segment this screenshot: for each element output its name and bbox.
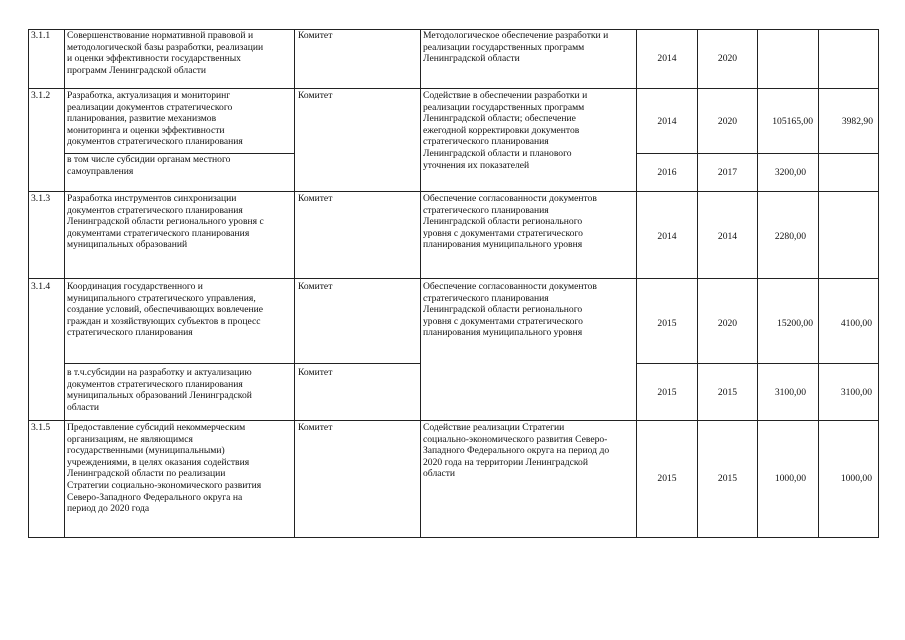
row-divider <box>28 278 878 279</box>
start-year: 2014 <box>657 116 677 127</box>
column-divider <box>636 29 637 538</box>
measure-description: Разработка, актуализация и мониторинг реализации документов стратегического планирования, развитие механизмов мониторинга и оценки эффективности документов стратегического планирования <box>67 90 243 148</box>
row-number: 3.1.3 <box>31 193 51 204</box>
total-amount: 105165,00 <box>772 116 813 127</box>
row-divider <box>28 420 878 421</box>
executor: Комитет <box>298 367 333 378</box>
total-amount: 3100,00 <box>774 387 806 398</box>
table-border-bottom <box>28 537 878 538</box>
measure-description: Разработка инструментов синхронизации документов стратегического планирования Ленинградской области регионального уровня с документами стратегического планирования муниципальных образований <box>67 193 264 251</box>
column-divider <box>64 29 65 538</box>
current-year-amount: 1000,00 <box>840 473 872 484</box>
expected-result: Обеспечение согласованности документов стратегического планирования Ленинградской области регионального уровня с документами стратегического планирования муниципального уровня <box>423 193 597 251</box>
end-year: 2020 <box>717 53 738 64</box>
current-year-amount: 3982,90 <box>841 116 873 127</box>
column-divider <box>818 29 819 538</box>
executor: Комитет <box>298 281 333 292</box>
column-divider <box>294 29 295 538</box>
end-year: 2015 <box>717 387 738 398</box>
row-number: 3.1.4 <box>31 281 51 292</box>
start-year: 2015 <box>657 318 677 329</box>
row-number: 3.1.1 <box>31 30 51 41</box>
measure-description: Предоставление субсидий некоммерческим организациям, не являющимся государственными (муниципальными) учреждениями, в целях оказания содействия Ленинградской области по реализации Стратегии социально-экономического развития Северо-Западного Федерального округа на период до 2020 года <box>67 422 262 515</box>
measure-description: Координация государственного и муниципального стратегического управления, создание условий, обеспечивающих вовлечение граждан и хозяйствующих субъектов в процесс стратегического планирования <box>67 281 264 339</box>
start-year: 2015 <box>657 387 677 398</box>
column-divider <box>757 29 758 538</box>
row-divider <box>28 191 878 192</box>
measure-description: Совершенствование нормативной правовой и методологической базы разработки, реализации и оценки эффективности государственных программ Ленинградской области <box>67 30 264 76</box>
sub-row-divider <box>64 363 420 364</box>
start-year: 2016 <box>657 167 677 178</box>
table-border-right <box>878 29 879 538</box>
row-number: 3.1.2 <box>31 90 51 101</box>
total-amount: 1000,00 <box>774 473 806 484</box>
start-year: 2015 <box>657 473 677 484</box>
start-year: 2014 <box>657 231 677 242</box>
total-amount: 15200,00 <box>777 318 813 329</box>
row-number: 3.1.5 <box>31 422 51 433</box>
end-year: 2014 <box>717 231 738 242</box>
sub-measure-description: в т.ч.субсидии на разработку и актуализацию документов стратегического планирования муниципальных образований Ленинградской области <box>67 367 252 413</box>
end-year: 2020 <box>717 318 738 329</box>
end-year: 2017 <box>717 167 738 178</box>
current-year-amount: 3100,00 <box>840 387 872 398</box>
end-year: 2015 <box>717 473 738 484</box>
current-year-amount: 4100,00 <box>840 318 872 329</box>
column-divider <box>420 29 421 538</box>
table-border-left <box>28 29 29 538</box>
expected-result: Содействие реализации Стратегии социально-экономического развития Северо- Западного Федерального округа на период до 2020 года на территории Ленинградской области <box>423 422 610 480</box>
total-amount: 2280,00 <box>774 231 806 242</box>
column-divider <box>697 29 698 538</box>
total-amount: 3200,00 <box>774 167 806 178</box>
start-year: 2014 <box>657 53 677 64</box>
sub-measure-description: в том числе субсидии органам местного самоуправления <box>67 154 231 177</box>
executor: Комитет <box>298 422 333 433</box>
executor: Комитет <box>298 90 333 101</box>
end-year: 2020 <box>717 116 738 127</box>
executor: Комитет <box>298 193 333 204</box>
executor: Комитет <box>298 30 333 41</box>
expected-result: Содействие в обеспечении разработки и реализации государственных программ Ленинградской области; обеспечение ежегодной корректировки документов стратегического планирования Ленинградской области и планового уточнения их показателей <box>423 90 588 171</box>
expected-result: Методологическое обеспечение разработки и реализации государственных программ Ленинградской области <box>423 30 609 65</box>
row-divider <box>28 88 878 89</box>
expected-result: Обеспечение согласованности документов стратегического планирования Ленинградской области регионального уровня с документами стратегического планирования муниципального уровня <box>423 281 597 339</box>
